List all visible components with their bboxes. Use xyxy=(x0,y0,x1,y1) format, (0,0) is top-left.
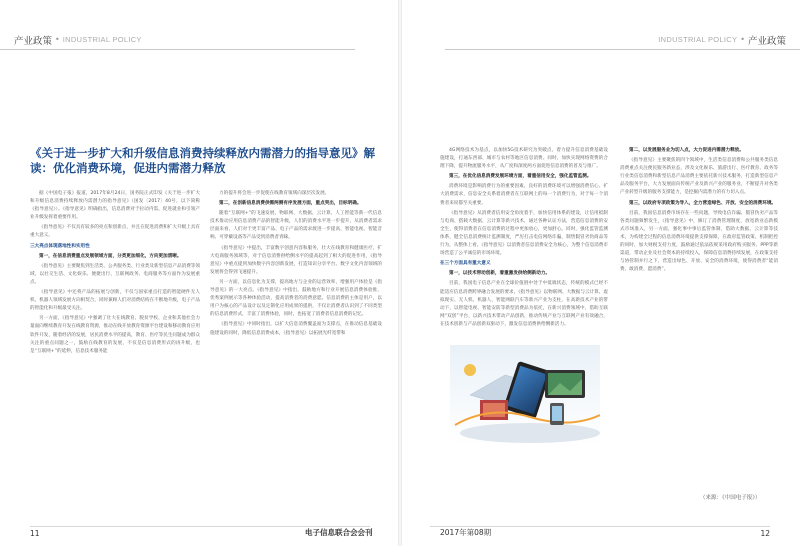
section-heading: 三大亮点体现落地性和实用性 xyxy=(30,243,90,249)
header-right-section-en: INDUSTRIAL POLICY xyxy=(658,35,738,44)
paragraph: 力的提升将会进一步促使在线教育领域向深层次发展。 xyxy=(219,191,330,196)
paragraph: 目前，我国电子信息产业在全球价值链中处于中低端状态，传统的模式已经不能适应信息消费跨界融合发展的要求，《指导意见》以物联网、大数据与云计算、虚拟现实、无人机、机器人、智能网联汽车等新兴产业为支柱，在高新技术产业的带动下，以智能电视、智能安防等新型消费品为依托，在新兴消费领域中，借助互联网“双创”平台，以新兴技术带动产品创新，推动传统产业与互联网产业有效融合，在技术创新与产品创新双驱动下，激发信息消费供给侧新活力。 xyxy=(440,281,608,327)
header-left-dot: • xyxy=(55,35,60,44)
paragraph: 《指导意见》主要聚焦到生活类、公共服务类、行业类及新型信息产品消费等领域，以社交生活、文化娱乐、便捷出行、互联网政务、电商服务等方面作为发展重点。 xyxy=(30,263,200,285)
header-left-section: 产业政策 xyxy=(14,35,53,47)
paragraph: 《指导意见》不仅具有较多的亮点和创新点，并且在促进消费和扩大升级上具有重大意义。 xyxy=(30,225,200,239)
paragraph: 《指导意见》中提出，丰富数字创意内容和服务，壮大在线教育和健康医疗，扩大电商服务领域等，对于信息消费供给侧水平的提高起到了相大的促进作用，《指导意见》中重点提到加快数字内容创新发展，打造知识分享平台、数字文化内容领域的发展将会得到飞速提升。 xyxy=(210,245,382,275)
paragraph: 随着“互联网+”的飞速发展，物联网、大数据、云计算、人工智能等新一代信息技术推动应用信息消费产品的智能升级，人们的消费水平进一步提升，从消费者需求层面来看，人们对于更丰富产品、电子产品的需求渡进一步提高，智能电视、智能音响、可穿戴设备等产品受到消费者青睐。 xyxy=(210,211,382,241)
page-number-right: 12 xyxy=(760,529,770,538)
header-right xyxy=(445,30,800,50)
page-number-left: 11 xyxy=(30,529,40,538)
subsection-heading: 第一，在信息消费重点发展领域方面，分类更加细化，方向更加清晰。 xyxy=(39,253,182,259)
subsection-heading: 第三，在优化信息消费发展环境方面，着重信用安全，强化监管监测。 xyxy=(449,174,592,180)
article-column-3 xyxy=(440,147,608,331)
header-right-section: 产业政策 xyxy=(747,35,786,47)
paragraph: 《指导意见》中还将产品的拓展与创新，不仅与国家重点打造的智能硬件无人机、机器人领域发展方向相契合，同时兼顾人们对消费结构在不断地升级，电子产品的智能化和升级最受关注。 xyxy=(30,290,200,312)
footer-issue: 2017年第08期 xyxy=(440,528,492,537)
article-column-2 xyxy=(210,190,382,340)
article-title: 《关于进一步扩大和升级信息消费持续释放内需潜力的指导意见》解读：优化消费环境，促进内需潜力释放 xyxy=(30,146,375,175)
header-left xyxy=(0,30,355,50)
paragraph: 《指导意见》中同时指出，以扩大信息消费覆盖面为支撑点，在推动信息基础设施建设的同时，降低信息消费成本，《指导意见》以拓展光纤宽带和 xyxy=(210,322,382,336)
article-column-4 xyxy=(620,147,778,276)
paragraph: 据《中国电子报》报道，2017年8月24日，国务院正式印发《关于进一步扩大和升级信息消费持续释放内需潜力的指导意见》（国发〔2017〕40号，以下简称《指导意见》）。《指导意见》明确指出，信息消费对于拉动内需、促进就业和引领产业升级发挥着重要作用。 xyxy=(30,191,200,221)
article-source: （来源：《中国电子报》） xyxy=(700,495,761,501)
header-right-dot: • xyxy=(740,35,745,44)
article-column-1 xyxy=(30,190,200,358)
subsection-heading: 第三，以政府专项政策为导入，全力营造绿色、开放、安全的消费环境。 xyxy=(629,200,777,206)
header-left-section-en: INDUSTRIAL POLICY xyxy=(62,35,142,44)
footer-publication-name: 电子信息联合会会刊 xyxy=(305,528,373,537)
section-heading: 在三个方面具有重大意义 xyxy=(440,261,491,267)
paragraph: 目前，我国信息消费市场存在一些问题，导致电信诈骗、假冒伪劣产品等各类问题频繁发生，《指导意见》中，修订了消费管理制度，放宽新业态新模式市场准入，另一方面，强化事中事后监管体制，借助大数据、云计算等技术，为构建全过程的信息消费环境提供支撑保障，在政府监管政策、机制把控的同时，加大财税支持力度，鼓励通过依法依规采用政府购买服务、PPP等新渠道，带动企业及社会资本的持续投入，保障信息消费持续发展，在政策支持与协管制并行之下，营造出绿色、开放、安全的消费环境，使得消费者“能消费、敢消费、愿消费”。 xyxy=(620,210,778,273)
smart-devices-illustration xyxy=(450,345,600,445)
paragraph: 消费环境是影响消费行为的重要因素，良好的消费环境可以增强消费信心、扩大消费需求，信息安全关系着消费者在互联网上的每一个消费行为，对于每一个消费者来说都至关重要。 xyxy=(440,184,608,206)
paragraph: 《指导意见》主要聚焦的四个领域中，生活类信息消费和公共服务类信息消费重点关注便民服务新业态，涉及文化娱乐、旅游出行、医疗教育、政务等行业类信息消费和新型信息产品消费主要依托新兴技术服务，打造新型信息产品及服务平台，大力发展面向传统产业及新兴产业的服务业，不断提升对各类产业转型升级的服务支撑能力，是挖掘内需潜力的有力切入点。 xyxy=(620,158,778,196)
subsection-heading: 第二，在创新信息消费供需两侧有序发展方面，重点突出，目标明确。 xyxy=(219,201,362,207)
paragraph: 另一方面，以信息化为支撑，提高地方与企业的运营效率，增强用户体验是《指导意见》的一大亮点。《指导意见》中指出，鼓励地方和行业开展信息消费体验推，优秀案例展示等各种体验活动，提高消费者的消费意愿。信息消费的主体是用户，以用户为核心的产品设计以及定制化应用成果的提供，不仅让消费者认识到了不同类型的信息消费形式，丰富了消费体验，同时，也拓宽了消费者信息消费的记忆。 xyxy=(210,279,382,318)
subsection-heading: 第一，以技术带动创新，着重激发供给侧新动力。 xyxy=(449,271,551,277)
paragraph: 《指导意见》从消费者信用安全角度着手，加快信用体系的建设，让信用抵制与电商、搭载大数据、云计算等新兴技术，通过各种认证方法，营造信息消费的安全生，使得消费者在信息消费的过程中更加放心，更加舒心。同时，强化监管监测体系，健全信息消费统计监测制度，严厉打击电信网络诈骗，制售假冒劣伪商品等行为，从整体上看，《指导意见》以消费者信息消费安全为核心，为整个信息消费市场营造了公平诚信的市场环境。 xyxy=(440,210,608,257)
paragraph: 另一方面，《指导意见》中强调了壮大在线教育、脱贫学校、企业和其他社会力量面向继续教育开发在线教育资源，推动在线开放教育资源平台建设和移动教育应用软件开发，随着经济的发展，居民消费水平的提高，教育、医疗等民生问题成为群众关注的重点问题之一，鼓励在线教育的发展，不仅是信息消费形式的再升级，也是“互联网+”的延伸，信息技术服务能 xyxy=(30,316,200,354)
paragraph: 4G网络技术为基点，以加快5G技术研究为突破点，着力提升信息消费基础设施建设，打通东西部、城市与农村等地区信息消费。同时，加快实现网络资费的合理下降，提升物流服务水平，从广度和深度两方面促进信息消费的普及与推广。 xyxy=(440,148,608,170)
page-spine xyxy=(398,0,402,546)
subsection-heading: 第二，以发展服务业为切入点，大力促进内需潜力释放。 xyxy=(629,148,744,153)
